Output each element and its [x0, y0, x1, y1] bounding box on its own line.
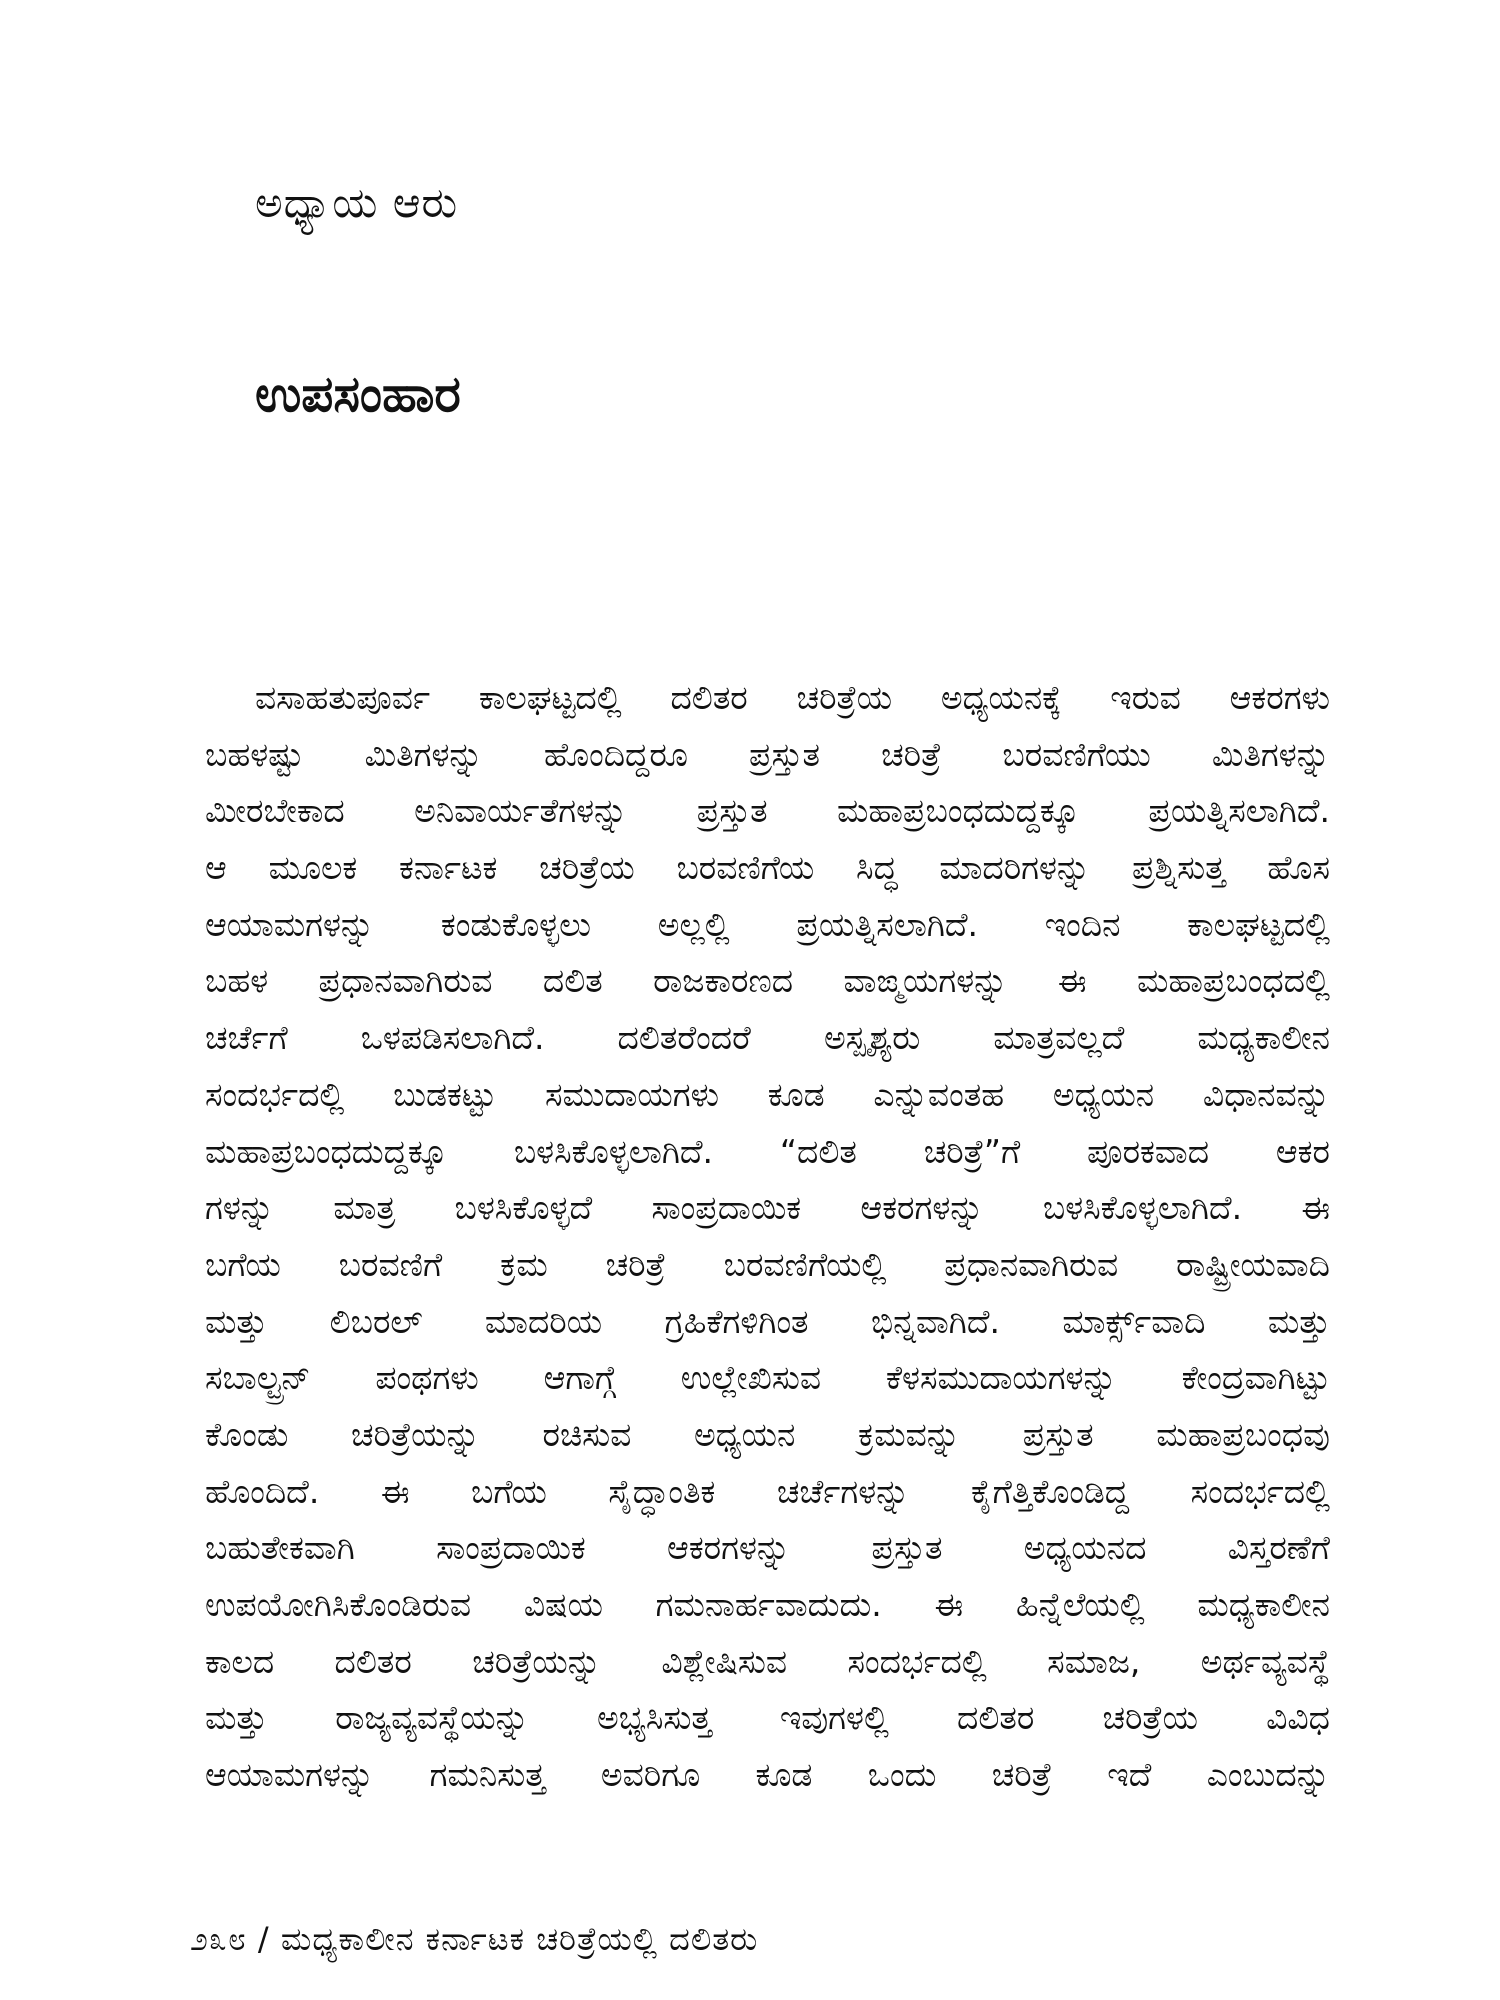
paragraph-line: ಸಂದರ್ಭದಲ್ಲಿ ಬುಡಕಟ್ಟು ಸಮುದಾಯಗಳು ಕೂಡ ಎನ್ನುವಂತಹ ಅಧ್ಯಯನ ವಿಧಾನವನ್ನು: [205, 1074, 1330, 1114]
paragraph-line: ಬಹುತೇಕವಾಗಿ ಸಾಂಪ್ರದಾಯಿಕ ಆಕರಗಳನ್ನು ಪ್ರಸ್ತುತ ಅಧ್ಯಯನದ ವಿಸ್ತರಣೆಗೆ: [205, 1528, 1330, 1568]
paragraph-line: ಮಹಾಪ್ರಬಂಧದುದ್ದಕ್ಕೂ ಬಳಸಿಕೊಳ್ಳಲಾಗಿದೆ. “ದಲಿತ ಚರಿತ್ರೆ”ಗೆ ಪೂರಕವಾದ ಆಕರ: [205, 1131, 1330, 1171]
paragraph-line: ಸಬಾಲ್ಟ್ರನ್ ಪಂಥಗಳು ಆಗಾಗ್ಗೆ ಉಲ್ಲೇಖಿಸುವ ಕೆಳಸಮುದಾಯಗಳನ್ನು ಕೇಂದ್ರವಾಗಿಟ್ಟು: [205, 1358, 1330, 1398]
paragraph-line: ಆಯಾಮಗಳನ್ನು ಗಮನಿಸುತ್ತ ಅವರಿಗೂ ಕೂಡ ಒಂದು ಚರಿತ್ರೆ ಇದೆ ಎಂಬುದನ್ನು: [205, 1755, 1330, 1795]
paragraph-line: ವಸಾಹತುಪೂರ್ವ ಕಾಲಘಟ್ಟದಲ್ಲಿ ದಲಿತರ ಚರಿತ್ರೆಯ ಅಧ್ಯಯನಕ್ಕೆ ಇರುವ ಆಕರಗಳು: [255, 678, 1330, 717]
paragraph-line: ಮತ್ತು ರಾಜ್ಯವ್ಯವಸ್ಥೆಯನ್ನು ಅಭ್ಯಸಿಸುತ್ತ ಇವುಗಳಲ್ಲಿ ದಲಿತರ ಚರಿತ್ರೆಯ ವಿವಿಧ: [205, 1698, 1330, 1738]
paragraph-line: ಕಾಲದ ದಲಿತರ ಚರಿತ್ರೆಯನ್ನು ವಿಶ್ಲೇಷಿಸುವ ಸಂದರ್ಭದಲ್ಲಿ ಸಮಾಜ, ಅರ್ಥವ್ಯವಸ್ಥೆ: [205, 1641, 1330, 1681]
paragraph-line: ಉಪಯೋಗಿಸಿಕೊಂಡಿರುವ ವಿಷಯ ಗಮನಾರ್ಹವಾದುದು. ಈ ಹಿನ್ನೆಲೆಯಲ್ಲಿ ಮಧ್ಯಕಾಲೀನ: [205, 1585, 1330, 1624]
paragraph-line: ಬಹಳ ಪ್ರಧಾನವಾಗಿರುವ ದಲಿತ ರಾಜಕಾರಣದ ವಾಙ್ಮಯಗಳನ್ನು ಈ ಮಹಾಪ್ರಬಂಧದಲ್ಲಿ: [205, 961, 1330, 1001]
paragraph-line: ಬಹಳಷ್ಟು ಮಿತಿಗಳನ್ನು ಹೊಂದಿದ್ದರೂ ಪ್ರಸ್ತುತ ಚರಿತ್ರೆ ಬರವಣಿಗೆಯು ಮಿತಿಗಳನ್ನು: [205, 734, 1330, 774]
paragraph-line: ಮೀರಬೇಕಾದ ಅನಿವಾರ್ಯತೆಗಳನ್ನು ಪ್ರಸ್ತುತ ಮಹಾಪ್ರಬಂಧದುದ್ದಕ್ಕೂ ಪ್ರಯತ್ನಿಸಲಾಗಿದೆ.: [205, 791, 1330, 831]
paragraph-line: ಆಯಾಮಗಳನ್ನು ಕಂಡುಕೊಳ್ಳಲು ಅಲ್ಲಲ್ಲಿ ಪ್ರಯತ್ನಿಸಲಾಗಿದೆ. ಇಂದಿನ ಕಾಲಘಟ್ಟದಲ್ಲಿ: [205, 904, 1330, 944]
paragraph-line: ಆ ಮೂಲಕ ಕರ್ನಾಟಕ ಚರಿತ್ರೆಯ ಬರವಣಿಗೆಯ ಸಿದ್ಧ ಮಾದರಿಗಳನ್ನು ಪ್ರಶ್ನಿಸುತ್ತ ಹೊಸ: [205, 848, 1330, 888]
chapter-title: ಉಪಸಂಹಾರ: [255, 365, 461, 423]
paragraph-line: ಮತ್ತು ಲಿಬರಲ್ ಮಾದರಿಯ ಗ್ರಹಿಕೆಗಳಿಗಿಂತ ಭಿನ್ನವಾಗಿದೆ. ಮಾರ್ಕ್ಸ್‌ವಾದಿ ಮತ್ತು: [205, 1301, 1330, 1341]
paragraph-line: ಚರ್ಚೆಗೆ ಒಳಪಡಿಸಲಾಗಿದೆ. ದಲಿತರೆಂದರೆ ಅಸ್ಪೃಶ್ಯರು ಮಾತ್ರವಲ್ಲದೆ ಮಧ್ಯಕಾಲೀನ: [205, 1018, 1330, 1058]
page-footer: ೨೩೮ / ಮಧ್ಯಕಾಲೀನ ಕರ್ನಾಟಕ ಚರಿತ್ರೆಯಲ್ಲಿ ದಲಿತರು: [190, 1920, 759, 1958]
paragraph-line: ಗಳನ್ನು ಮಾತ್ರ ಬಳಸಿಕೊಳ್ಳದೆ ಸಾಂಪ್ರದಾಯಿಕ ಆಕರಗಳನ್ನು ಬಳಸಿಕೊಳ್ಳಲಾಗಿದೆ. ಈ: [205, 1188, 1330, 1228]
chapter-label: ಅಧ್ಯಾಯ ಆರು: [255, 178, 459, 227]
paragraph-line: ಹೊಂದಿದೆ. ಈ ಬಗೆಯ ಸೈದ್ಧಾಂತಿಕ ಚರ್ಚೆಗಳನ್ನು ಕೈಗೆತ್ತಿಕೊಂಡಿದ್ದ ಸಂದರ್ಭದಲ್ಲಿ: [205, 1471, 1330, 1511]
paragraph-line: ಕೊಂಡು ಚರಿತ್ರೆಯನ್ನು ರಚಿಸುವ ಅಧ್ಯಯನ ಕ್ರಮವನ್ನು ಪ್ರಸ್ತುತ ಮಹಾಪ್ರಬಂಧವು: [205, 1414, 1330, 1454]
paragraph-line: ಬಗೆಯ ಬರವಣಿಗೆ ಕ್ರಮ ಚರಿತ್ರೆ ಬರವಣಿಗೆಯಲ್ಲಿ ಪ್ರಧಾನವಾಗಿರುವ ರಾಷ್ಟ್ರೀಯವಾದಿ: [205, 1244, 1330, 1284]
body-paragraph: [205, 670, 1330, 1804]
